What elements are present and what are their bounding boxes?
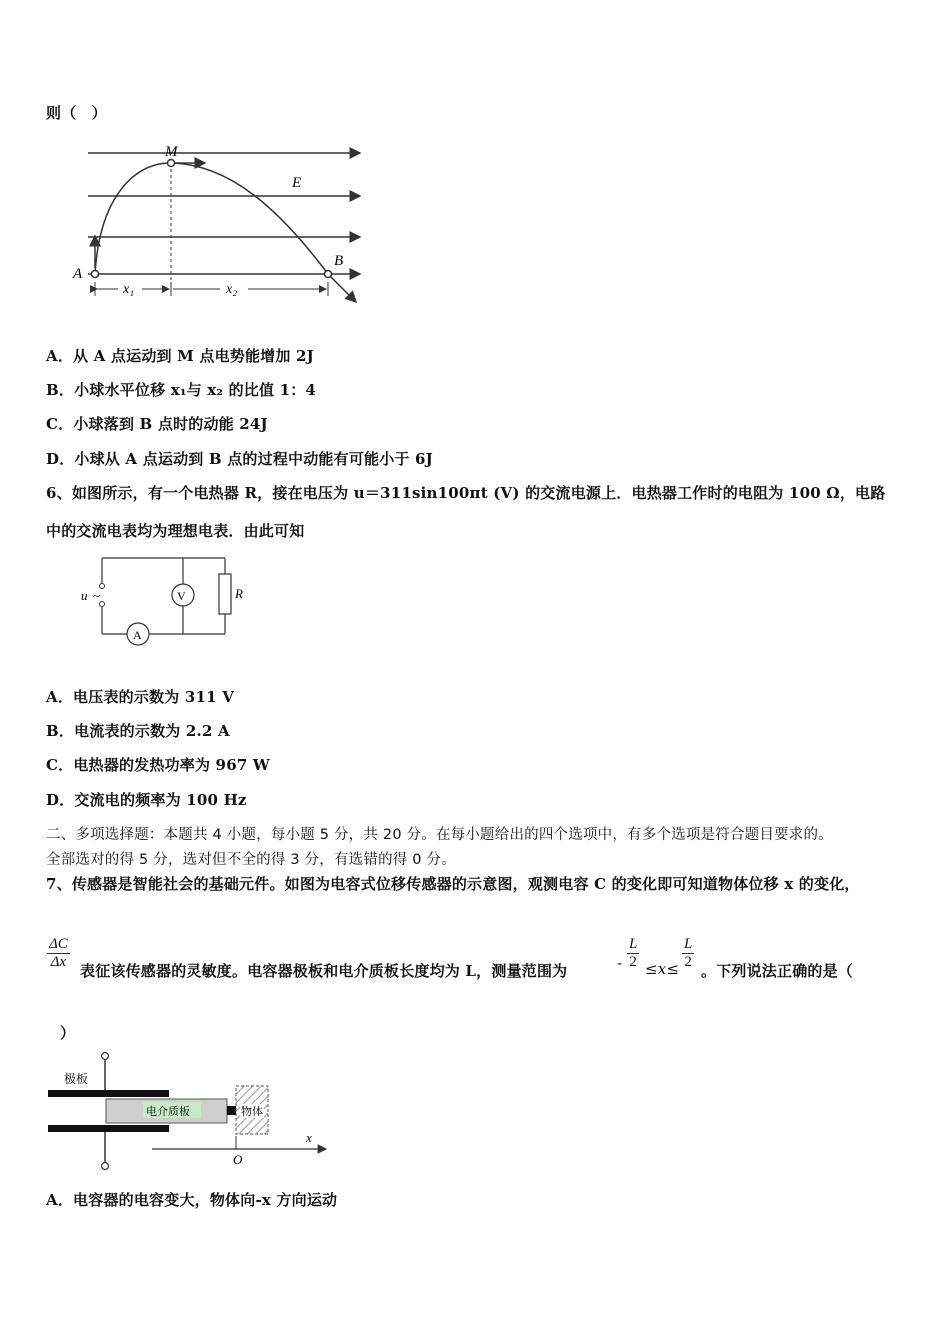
range-right-fraction bbox=[682, 936, 694, 971]
terminal-lower bbox=[102, 1163, 109, 1170]
upper-plate bbox=[48, 1090, 169, 1097]
label-V: V bbox=[177, 589, 186, 603]
label-plate: 极板 bbox=[64, 1072, 89, 1086]
point-B bbox=[325, 271, 332, 278]
terminal-top bbox=[100, 584, 105, 589]
sensitivity-fraction bbox=[47, 936, 70, 971]
q6-option-b: B．电流表的示数为 2.2 A bbox=[46, 722, 230, 740]
label-x2: x₂ bbox=[226, 282, 238, 297]
terminal-bottom bbox=[100, 602, 105, 607]
q5-option-b: B．小球水平位移 x₁与 x₂ 的比值 1：4 bbox=[46, 381, 317, 399]
range-left-fraction bbox=[627, 936, 639, 971]
figure-electric-field-trajectory bbox=[70, 140, 370, 310]
q5-tail: 则（ ） bbox=[46, 104, 107, 122]
field-lines bbox=[88, 153, 360, 274]
label-x1: x₁ bbox=[123, 282, 135, 297]
q5-option-c: C．小球落到 B 点时的动能 24J bbox=[46, 415, 268, 433]
q6-stem-line1: 6、如图所示，有一个电热器 R，接在电压为 u＝311sin100πt (V) 的交流电源上．电热器工作时的电阻为 100 Ω，电路 bbox=[46, 484, 886, 502]
left-num: L bbox=[629, 936, 638, 952]
label-A: A bbox=[73, 266, 83, 282]
section2-heading-line1: 二、多项选择题：本题共 4 小题，每小题 5 分，共 20 分。在每小题给出的四个选项中，有多个选项是符合题目要求的。 bbox=[46, 827, 833, 843]
q5-option-d: D．小球从 A 点运动到 B 点的过程中动能有可能小于 6J bbox=[46, 450, 433, 468]
label-object: 物体 bbox=[241, 1106, 263, 1118]
point-M bbox=[168, 160, 175, 167]
label-R: R bbox=[235, 586, 243, 601]
point-A bbox=[92, 271, 99, 278]
lower-plate bbox=[48, 1125, 169, 1132]
label-E: E bbox=[292, 175, 302, 191]
label-dielectric: 电介质板 bbox=[146, 1106, 190, 1118]
q5-option-a: A．从 A 点运动到 M 点电势能增加 2J bbox=[46, 347, 314, 365]
fraction-numerator: ΔC bbox=[49, 936, 68, 952]
resistor-R bbox=[219, 574, 231, 614]
right-den: 2 bbox=[682, 953, 694, 971]
q7-stem-line1: 7、传感器是智能社会的基础元件。如图为电容式位移传感器的示意图，观测电容 C 的变化即可知道物体位移 x 的变化， bbox=[46, 875, 860, 893]
figure-ac-circuit bbox=[75, 550, 255, 650]
q6-stem-line2: 中的交流电表均为理想电表．由此可知 bbox=[46, 522, 305, 540]
q7-stem-line3: ） bbox=[60, 1024, 76, 1042]
q7-option-a: A．电容器的电容变大，物体向-x 方向运动 bbox=[46, 1191, 338, 1209]
fraction-denominator: Δx bbox=[47, 953, 70, 971]
label-ac: ~ bbox=[93, 588, 101, 603]
circuit-wires bbox=[102, 558, 225, 634]
q6-option-d: D．交流电的频率为 100 Hz bbox=[46, 791, 247, 809]
left-den: 2 bbox=[627, 953, 639, 971]
label-B: B bbox=[334, 253, 344, 269]
connector-rod bbox=[227, 1106, 236, 1115]
figure-capacitive-sensor bbox=[44, 1048, 344, 1173]
q6-option-c: C．电热器的发热功率为 967 W bbox=[46, 756, 270, 774]
label-M: M bbox=[165, 144, 178, 160]
terminal-upper bbox=[102, 1053, 109, 1060]
q6-option-a: A．电压表的示数为 311 V bbox=[46, 688, 235, 706]
right-num: L bbox=[684, 936, 693, 952]
label-origin: O bbox=[233, 1152, 243, 1167]
label-u: u bbox=[81, 588, 88, 603]
q7-stem-line2-tail: 。下列说法正确的是（ bbox=[701, 962, 854, 980]
label-x-axis: x bbox=[306, 1130, 312, 1145]
q7-stem-line2: 表征该传感器的灵敏度。电容器极板和电介质板长度均为 L，测量范围为 bbox=[80, 962, 568, 980]
section2-heading-line2: 全部选对的得 5 分，选对但不全的得 3 分，有选错的得 0 分。 bbox=[46, 852, 456, 868]
range-minus: - bbox=[617, 954, 623, 972]
range-middle: ≤x≤ bbox=[645, 960, 680, 978]
label-A-meter: A bbox=[133, 628, 142, 642]
